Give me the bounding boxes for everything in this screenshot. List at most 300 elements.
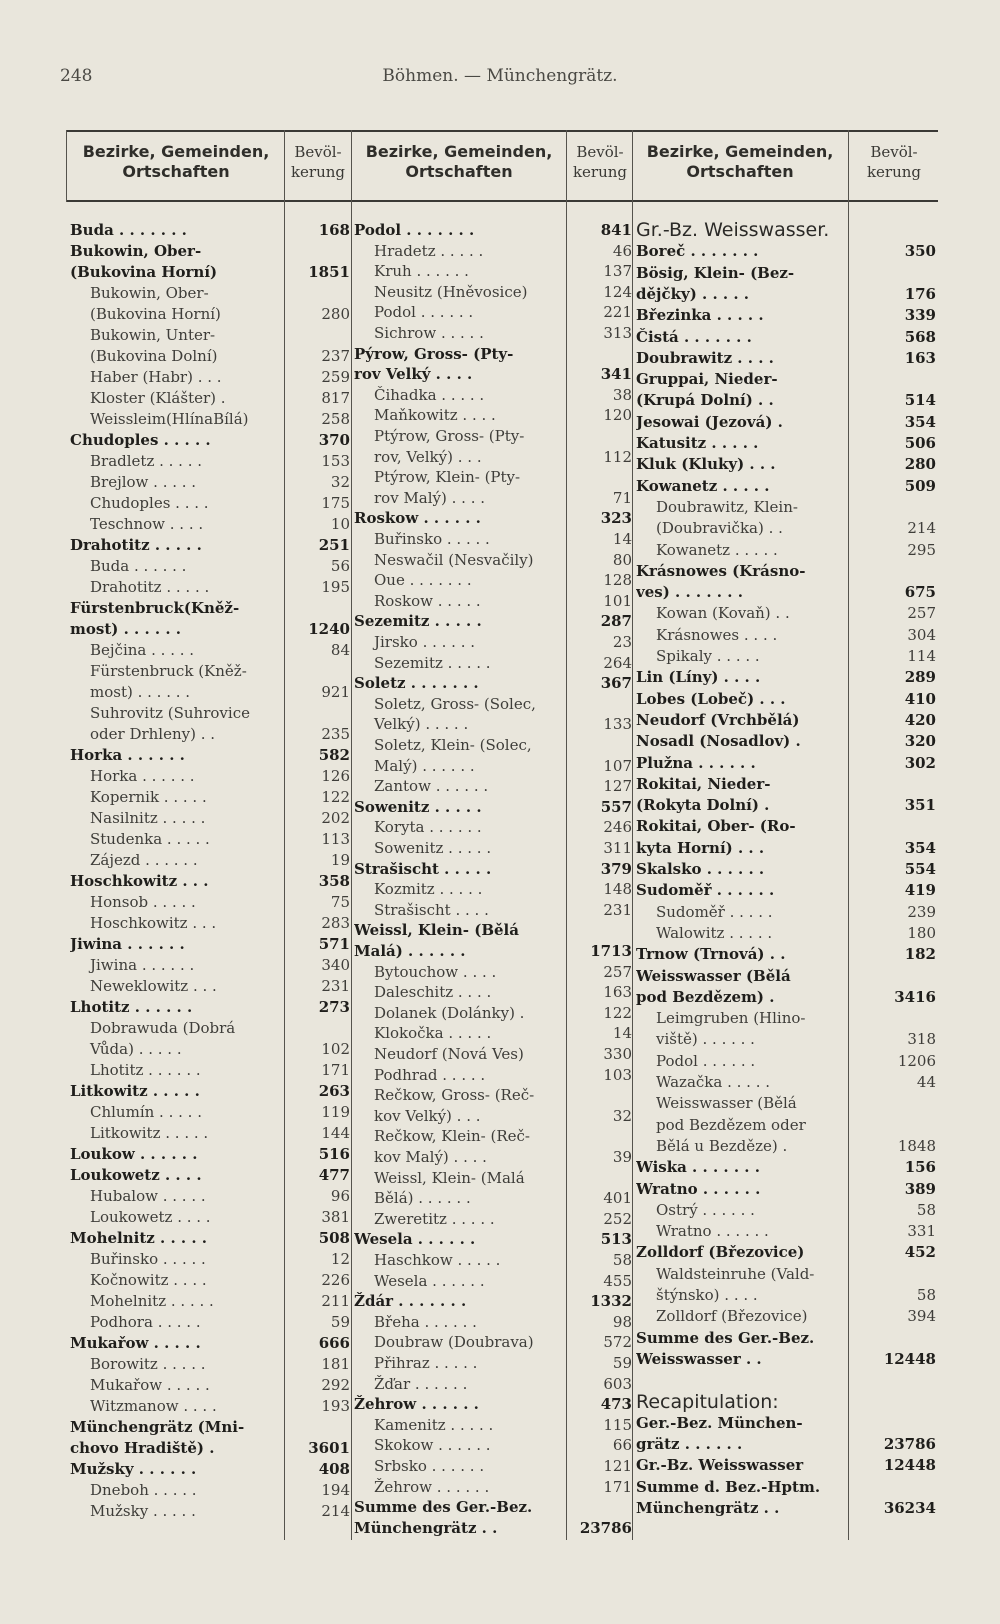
table-row <box>70 703 350 724</box>
population-value: 354 <box>904 838 936 857</box>
population-value: 295 <box>907 540 936 559</box>
place-name: Břeha . . . . . . <box>374 1312 477 1331</box>
place-name: Kluk (Kluky) . . . <box>636 455 776 474</box>
place-name: Doubrawitz . . . . <box>636 348 774 367</box>
table-row <box>70 535 350 556</box>
population-value: 318 <box>907 1030 936 1049</box>
place-name: Podol . . . . . . <box>374 303 474 322</box>
table-row <box>354 1126 632 1147</box>
place-name: Ptýrow, Klein- (Pty- <box>374 468 521 487</box>
population-value: 263 <box>318 1082 350 1100</box>
table-row <box>70 1123 350 1144</box>
table-row <box>636 1498 936 1519</box>
population-value: 107 <box>603 756 632 775</box>
table-row <box>354 1291 632 1312</box>
place-name: Ptýrow, Gross- (Pty- <box>374 427 525 445</box>
population-value: 257 <box>907 604 936 623</box>
table-row <box>70 892 350 913</box>
table-row <box>636 753 936 774</box>
table-row <box>636 944 936 965</box>
table-row <box>636 625 936 646</box>
population-value: 367 <box>600 674 632 693</box>
table-row <box>354 529 632 550</box>
table-row <box>354 673 632 694</box>
place-name: Vůda) . . . . . <box>90 1040 182 1058</box>
place-name: Jirsko . . . . . . <box>374 633 476 651</box>
population-value: 84 <box>330 641 350 659</box>
table-row <box>354 1147 632 1168</box>
population-value: 506 <box>904 434 936 452</box>
place-name: Jesowai (Jezová) . <box>636 412 783 431</box>
place-name: Wesela . . . . . . <box>354 1230 476 1249</box>
table-row <box>70 934 350 955</box>
place-name: Litkowitz . . . . . <box>70 1082 200 1100</box>
population-value: 156 <box>904 1158 936 1177</box>
place-name: Krásnowes (Krásno- <box>636 561 806 580</box>
table-row <box>70 1501 350 1522</box>
place-name: Neweklowitz . . . <box>90 977 217 995</box>
population-value: 389 <box>904 1179 936 1198</box>
population-value: 3416 <box>894 987 936 1006</box>
table-row <box>70 997 350 1018</box>
table-row <box>354 962 632 983</box>
place-name: Hubalow . . . . . <box>90 1187 206 1205</box>
population-value: 171 <box>321 1061 350 1079</box>
table-row <box>70 976 350 997</box>
place-name: Malý) . . . . . . <box>374 756 475 775</box>
place-name: Zolldorf (Březovice) <box>656 1307 808 1326</box>
place-name: Soletz, Klein- (Solec, <box>374 736 532 754</box>
place-name: Bytouchow . . . . <box>374 962 497 981</box>
place-name: Bejčina . . . . . <box>90 641 195 659</box>
population-value: 330 <box>603 1045 632 1063</box>
place-name: Buřinsko . . . . . <box>374 530 490 548</box>
table-row <box>354 941 632 962</box>
header-population-2: Bevöl- kerung <box>572 143 628 181</box>
table-row <box>354 735 632 756</box>
place-name: Rečkow, Gross- (Reč- <box>374 1086 535 1105</box>
table-row <box>70 451 350 472</box>
table-row <box>636 880 936 901</box>
header-place-names-3: Bezirke, Gemeinden, Ortschaften <box>646 142 834 181</box>
population-value: 153 <box>321 452 350 470</box>
table-row <box>70 1228 350 1249</box>
population-value: 32 <box>612 1106 632 1125</box>
population-value: 675 <box>904 583 936 602</box>
place-name: Bradletz . . . . . <box>90 452 203 470</box>
place-name: Weissl, Klein- (Bělá <box>354 921 519 940</box>
population-value: 75 <box>330 893 350 911</box>
place-name: Buda . . . . . . <box>90 557 187 575</box>
population-value: 122 <box>603 1003 632 1022</box>
place-name: Dobrawuda (Dobrá <box>90 1019 236 1037</box>
place-name: Lhotitz . . . . . . <box>90 1061 201 1079</box>
place-name: Mužsky . . . . . <box>90 1502 196 1520</box>
table-row <box>354 1085 632 1106</box>
population-value: 582 <box>318 746 350 764</box>
table-row <box>354 570 632 591</box>
table-row <box>70 766 350 787</box>
table-row <box>70 346 350 367</box>
table-row <box>636 1072 936 1093</box>
population-value: 120 <box>603 406 632 425</box>
table-row <box>70 661 350 682</box>
population-value: 420 <box>904 710 936 729</box>
place-name: Ger.-Bez. München- <box>636 1413 803 1432</box>
place-name: Brejlow . . . . . <box>90 473 197 491</box>
place-name: Roskow . . . . . . <box>354 509 481 528</box>
place-name: Kowanetz . . . . . <box>636 476 770 495</box>
table-row <box>636 1093 936 1114</box>
population-value: 516 <box>318 1145 350 1163</box>
place-name: Kamenitz . . . . . <box>374 1415 494 1434</box>
place-name: Neudorf (Nová Ves) <box>374 1045 524 1063</box>
place-name: (Krupá Dolní) . . <box>636 391 774 410</box>
place-name: Sowenitz . . . . . <box>374 839 492 857</box>
table-row <box>70 1039 350 1060</box>
place-name: Haber (Habr) . . . <box>90 368 222 386</box>
population-value: 331 <box>907 1222 936 1241</box>
place-name: Bösig, Klein- (Bez- <box>636 263 795 282</box>
table-row <box>354 982 632 1003</box>
table-row <box>354 1168 632 1189</box>
population-value: 313 <box>603 324 632 342</box>
place-name: Strašischt . . . . . <box>354 859 492 878</box>
table-row <box>354 1106 632 1127</box>
population-value: 354 <box>904 412 936 431</box>
place-name: Dneboh . . . . . <box>90 1481 197 1499</box>
population-value: 508 <box>318 1229 350 1247</box>
table-row <box>636 1349 936 1370</box>
table-row <box>636 731 936 752</box>
population-value: 302 <box>904 753 936 772</box>
place-name: Loukow . . . . . . <box>70 1145 198 1163</box>
place-name: (Bukovina Dolní) <box>90 347 218 365</box>
population-value: 246 <box>603 818 632 837</box>
place-name: Koryta . . . . . . <box>374 818 482 837</box>
table-row <box>636 454 936 475</box>
population-value: 251 <box>318 536 350 554</box>
table-row <box>636 1200 936 1221</box>
place-name: Žďar . . . . . . <box>374 1374 468 1393</box>
place-name: Doubraw (Doubrava) <box>374 1333 534 1352</box>
population-value: 226 <box>321 1271 350 1289</box>
place-name: Summe d. Bez.-Hptm. <box>636 1477 821 1496</box>
table-row <box>70 1207 350 1228</box>
population-value: 283 <box>321 914 350 932</box>
table-row <box>354 550 632 571</box>
table-row <box>636 1221 936 1242</box>
population-value: 455 <box>603 1271 632 1290</box>
population-value: 320 <box>904 732 936 751</box>
place-name: Srbsko . . . . . . <box>374 1457 485 1475</box>
population-value: 214 <box>321 1502 350 1520</box>
table-row <box>354 611 632 632</box>
place-name: Malá) . . . . . . <box>354 942 466 960</box>
population-value: 103 <box>603 1065 632 1084</box>
table-row <box>354 797 632 818</box>
place-name: Sudoměř . . . . . . <box>636 881 775 900</box>
population-value: 12 <box>330 1250 350 1268</box>
table-row <box>70 220 350 241</box>
place-name: Čistá . . . . . . . <box>636 327 752 346</box>
place-name: Doubrawitz, Klein- <box>656 497 798 516</box>
place-name: Weisswasser (Bělá <box>636 966 791 985</box>
place-name: Čihadka . . . . . <box>374 385 485 404</box>
place-name: Jiwina . . . . . . <box>70 935 185 953</box>
table-row <box>636 838 936 859</box>
population-value: 258 <box>321 410 350 428</box>
place-name: Soletz . . . . . . . <box>354 674 479 693</box>
population-value: 14 <box>612 1024 632 1043</box>
table-row <box>70 1417 350 1438</box>
population-value: 351 <box>904 796 936 815</box>
place-name: Lobes (Lobeč) . . . <box>636 689 786 708</box>
population-value: 46 <box>612 241 632 260</box>
place-name: Kopernik . . . . . <box>90 788 207 806</box>
table-row <box>636 1136 936 1157</box>
table-row <box>354 714 632 735</box>
section-heading <box>636 220 936 241</box>
place-name: Horka . . . . . . <box>90 767 195 785</box>
population-value: 358 <box>318 872 350 890</box>
population-value: 39 <box>612 1148 632 1166</box>
place-name: Chudoples . . . . <box>90 494 209 512</box>
table-row <box>70 640 350 661</box>
population-value: 379 <box>600 859 632 878</box>
table-row <box>354 756 632 777</box>
table-row <box>70 1081 350 1102</box>
place-name: most) . . . . . . <box>90 683 191 701</box>
table-row <box>354 632 632 653</box>
table-row <box>354 1497 632 1518</box>
table-row <box>354 1456 632 1477</box>
column-divider <box>632 130 633 1540</box>
place-name: Buda . . . . . . . <box>70 221 187 239</box>
place-name: Mukařow . . . . . <box>70 1334 201 1352</box>
table-row <box>70 724 350 745</box>
table-row <box>354 1374 632 1395</box>
population-value: 237 <box>321 347 350 365</box>
table-row <box>354 879 632 900</box>
table-row <box>354 447 632 468</box>
place-name: Kowan (Kovaň) . . <box>656 604 790 623</box>
table-row <box>354 344 632 365</box>
table-row <box>70 871 350 892</box>
column-divider <box>66 130 67 202</box>
population-value: 419 <box>904 881 936 900</box>
place-name: Fürstenbruck (Kněž- <box>90 662 247 680</box>
population-value: 195 <box>321 578 350 596</box>
table-row <box>70 850 350 871</box>
population-value: 23786 <box>579 1518 632 1537</box>
table-row <box>70 913 350 934</box>
place-name: Walowitz . . . . . <box>656 923 773 942</box>
place-name: Dolanek (Dolánky) . <box>374 1003 525 1022</box>
table-row <box>636 689 936 710</box>
population-value: 38 <box>612 385 632 404</box>
place-name: Rokitai, Nieder- <box>636 774 771 793</box>
place-name: Lin (Líny) . . . . <box>636 668 761 687</box>
table-row <box>636 540 936 561</box>
place-name: Zantow . . . . . . <box>374 777 489 796</box>
table-row <box>70 955 350 976</box>
table-row <box>636 1455 936 1476</box>
place-name: Litkowitz . . . . . <box>90 1124 209 1142</box>
place-name: Honsob . . . . . <box>90 893 196 911</box>
population-value: 381 <box>321 1208 350 1226</box>
table-row <box>70 1333 350 1354</box>
table-row <box>70 556 350 577</box>
table-row <box>636 369 936 390</box>
table-row <box>636 1306 936 1327</box>
population-value: 101 <box>603 591 632 610</box>
table-row <box>354 364 632 385</box>
place-name: Podhrad . . . . . <box>374 1065 486 1084</box>
table-row <box>636 476 936 497</box>
table-row <box>354 1188 632 1209</box>
population-value: 98 <box>612 1312 632 1331</box>
place-name: Rokitai, Ober- (Ro- <box>636 817 796 836</box>
population-value: 370 <box>318 431 350 449</box>
table-row <box>70 367 350 388</box>
population-value: 126 <box>321 767 350 785</box>
table-row <box>354 1209 632 1230</box>
place-name: Nosadl (Nosadlov) . <box>636 732 801 751</box>
population-value: 58 <box>612 1251 632 1269</box>
place-name: Sowenitz . . . . . <box>354 797 482 816</box>
table-row <box>354 1250 632 1271</box>
place-name: Mohelnitz . . . . . <box>90 1292 214 1310</box>
table-row <box>70 787 350 808</box>
place-name: Kruh . . . . . . <box>374 262 469 281</box>
table-row <box>354 385 632 406</box>
population-value: 182 <box>904 945 936 964</box>
place-name: Neudorf (Vrchbělá) <box>636 710 800 729</box>
table-row <box>636 1051 936 1072</box>
place-name: Strašischt . . . . <box>374 900 489 919</box>
population-value: 304 <box>907 625 936 644</box>
population-value: 473 <box>600 1395 632 1414</box>
place-name: Bukowin, Ober- <box>90 284 209 302</box>
population-value: 410 <box>904 689 936 708</box>
place-name: Witzmanow . . . . <box>90 1397 217 1415</box>
population-value: 280 <box>904 455 936 474</box>
table-row <box>70 262 350 283</box>
table-row <box>636 966 936 987</box>
table-row <box>354 859 632 880</box>
table-row <box>354 1415 632 1436</box>
population-value: 144 <box>321 1124 350 1142</box>
population-value: 408 <box>318 1460 350 1478</box>
table-row <box>70 682 350 703</box>
table-row <box>70 241 350 262</box>
population-value: 137 <box>603 262 632 281</box>
table-row <box>70 1396 350 1417</box>
place-name: Haschkow . . . . . <box>374 1251 501 1269</box>
population-value: 12448 <box>883 1456 936 1475</box>
table-row <box>354 488 632 509</box>
table-row <box>70 283 350 304</box>
table-row <box>70 808 350 829</box>
place-name: Wratno . . . . . . <box>636 1179 761 1198</box>
place-name: Zolldorf (Březovice) <box>636 1243 805 1262</box>
place-name: Summe des Ger.-Bez. <box>636 1328 815 1347</box>
table-row <box>636 1157 936 1178</box>
place-name: Kowanetz . . . . . <box>656 540 778 559</box>
table-row <box>354 694 632 715</box>
table-row <box>354 1518 632 1539</box>
table-row <box>70 388 350 409</box>
population-value: 341 <box>600 365 632 384</box>
place-name: Buřinsko . . . . . <box>90 1250 206 1268</box>
place-name: Teschnow . . . . <box>90 515 204 533</box>
population-value: 817 <box>321 389 350 407</box>
place-name: most) . . . . . . <box>70 620 182 638</box>
table-row <box>70 1438 350 1459</box>
population-value: 32 <box>330 473 350 491</box>
population-value: 239 <box>907 902 936 921</box>
table-row <box>354 817 632 838</box>
place-name: Sudoměř . . . . . <box>656 902 773 921</box>
place-name: Ždár . . . . . . . <box>354 1292 467 1311</box>
population-value: 292 <box>321 1376 350 1394</box>
population-value: 477 <box>318 1166 350 1184</box>
place-name: Münchengrätz . . <box>354 1518 498 1537</box>
place-name: Žehrow . . . . . . <box>354 1395 479 1414</box>
place-name: Loukowetz . . . . <box>90 1208 211 1226</box>
table-row <box>70 1018 350 1039</box>
population-value: 394 <box>907 1307 936 1326</box>
table-row <box>636 412 936 433</box>
population-value: 181 <box>321 1355 350 1373</box>
place-name: (Bukovina Horní) <box>70 263 218 281</box>
table-row <box>70 430 350 451</box>
table-row <box>70 1060 350 1081</box>
table-row <box>636 390 936 411</box>
place-name: Loukowetz . . . . <box>70 1166 202 1184</box>
place-name: Münchengrätz . . <box>636 1499 780 1517</box>
place-name: Münchengrätz (Mni- <box>70 1418 245 1436</box>
place-name: rov Velký . . . . <box>354 365 473 384</box>
place-name: Fürstenbruck(Kněž- <box>70 599 240 617</box>
table-row <box>636 646 936 667</box>
population-value: 66 <box>612 1436 632 1455</box>
table-row <box>636 603 936 624</box>
population-value: 193 <box>321 1397 350 1415</box>
population-value: 603 <box>603 1374 632 1393</box>
table-row <box>354 220 632 241</box>
place-name: Roskow . . . . . <box>374 591 481 610</box>
table-row <box>70 472 350 493</box>
place-name: Březinka . . . . . <box>636 306 764 325</box>
table-row <box>636 774 936 795</box>
place-name: Plužna . . . . . . <box>636 753 756 772</box>
place-name: Hoschkowitz . . . <box>70 872 209 890</box>
place-name: Žehrow . . . . . . <box>374 1477 490 1496</box>
table-row <box>70 829 350 850</box>
place-name: kov Malý) . . . . <box>374 1148 487 1166</box>
table-row <box>636 327 936 348</box>
population-value: 113 <box>321 830 350 848</box>
table-row <box>354 261 632 282</box>
place-name: Gr.-Bz. Weisswasser <box>636 1456 804 1475</box>
population-value: 1240 <box>308 620 350 638</box>
population-value: 148 <box>603 880 632 899</box>
place-name: Suhrovitz (Suhrovice <box>90 704 250 722</box>
page-number: 248 <box>60 66 93 86</box>
population-value: 56 <box>330 557 350 575</box>
